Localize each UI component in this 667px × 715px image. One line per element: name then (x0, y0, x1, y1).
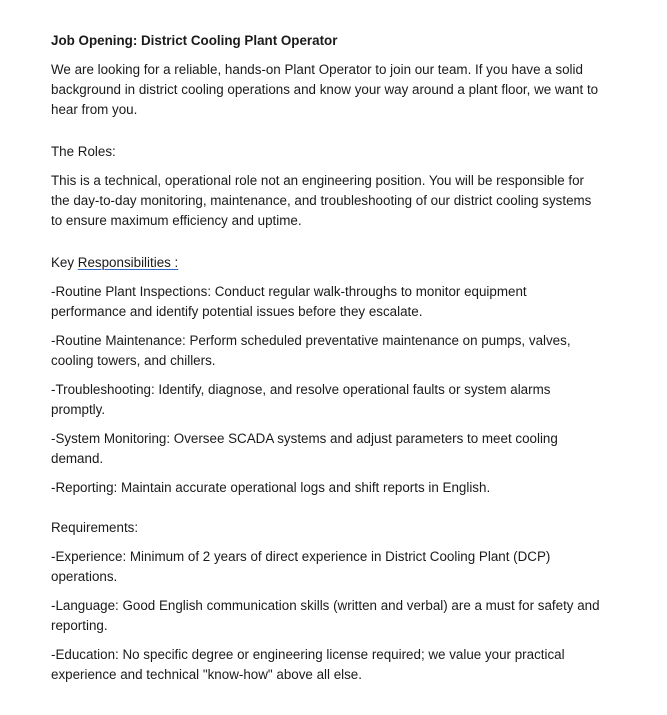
responsibility-item: -Routine Plant Inspections: Conduct regular walk-throughs to monitor equipment performance and identify potential issues before they escalate. (51, 284, 527, 319)
requirement-item: -Language: Good English communication skills (written and verbal) are a must for safety and reporting. (51, 598, 600, 633)
intro-paragraph: We are looking for a reliable, hands-on Plant Operator to join our team. If you have a solid background in district cooling operations and know your way around a plant floor, we want to hear from you. (51, 62, 599, 117)
roles-paragraph: This is a technical, operational role not an engineering position. You will be responsible for the day-to-day monitoring, maintenance, and troubleshooting of our district cooling systems to ensure maximum efficiency and uptime. (51, 173, 592, 228)
responsibilities-heading-word[interactable]: Responsibilities : (77, 255, 179, 270)
responsibilities-heading-prefix: Key (51, 255, 78, 270)
requirements-heading: Requirements: (51, 520, 139, 535)
requirement-item: -Education: No specific degree or engineering license required; we value your practical experience and technical "know-how" above all else. (51, 647, 565, 682)
responsibility-item: -Reporting: Maintain accurate operational logs and shift reports in English. (51, 480, 491, 495)
roles-heading: The Roles: (51, 144, 116, 159)
responsibility-item: -Routine Maintenance: Perform scheduled preventative maintenance on pumps, valves, cooling towers, and chillers. (51, 333, 571, 368)
responsibility-item: -System Monitoring: Oversee SCADA systems and adjust parameters to meet cooling demand. (51, 431, 558, 466)
responsibility-item: -Troubleshooting: Identify, diagnose, and resolve operational faults or system alarms promptly. (51, 382, 551, 417)
document-body (51, 31, 601, 694)
responsibilities-heading (51, 253, 601, 273)
job-title: Job Opening: District Cooling Plant Operator (51, 33, 338, 48)
requirement-item: -Experience: Minimum of 2 years of direct experience in District Cooling Plant (DCP) operations. (51, 549, 551, 584)
